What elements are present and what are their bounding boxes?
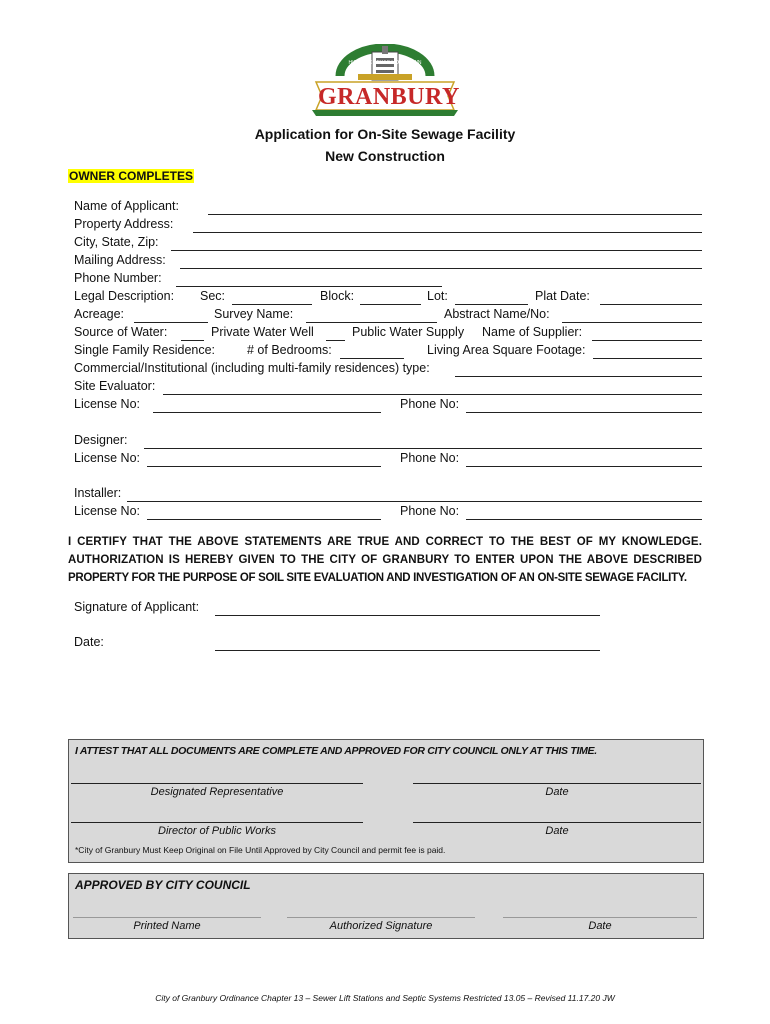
certify-line-2: AUTHORIZATION IS HEREBY GIVEN TO THE CITY OF GRANBURY TO ENTER UPON THE ABOVE DESCRIBED	[68, 554, 702, 566]
installer-phone-field[interactable]	[466, 519, 702, 520]
evaluator-phone-field[interactable]	[466, 412, 702, 413]
council-heading: APPROVED BY CITY COUNCIL	[75, 878, 251, 892]
designer-license-field[interactable]	[147, 466, 381, 467]
council-box	[68, 873, 704, 939]
public-supply-label: Public Water Supply	[352, 325, 465, 339]
living-area-label: Living Area Square Footage:	[427, 343, 586, 357]
director-line[interactable]	[71, 822, 363, 823]
installer-label: Installer:	[74, 486, 122, 500]
authorized-sig-label: Authorized Signature	[329, 920, 433, 932]
block-label: Block:	[320, 289, 355, 303]
property-label: Property Address:	[74, 217, 174, 231]
evaluator-license-field[interactable]	[153, 412, 381, 413]
commercial-field[interactable]	[455, 376, 702, 377]
supplier-label: Name of Supplier:	[482, 325, 583, 339]
certify-line-3: PROPERTY FOR THE PURPOSE OF SOIL SITE EVALUATION AND INVESTIGATION OF AN ON-SITE SEWAGE FACILITY.	[68, 572, 687, 584]
name-field[interactable]	[208, 214, 702, 215]
lot-field[interactable]	[455, 304, 528, 305]
date-1-line[interactable]	[413, 783, 701, 784]
form-subtitle: New Construction	[325, 148, 445, 164]
lot-label: Lot:	[427, 289, 448, 303]
name-label: Name of Applicant:	[74, 199, 179, 213]
plat-label: Plat Date:	[535, 289, 590, 303]
acreage-field[interactable]	[134, 322, 208, 323]
designated-rep-line[interactable]	[71, 783, 363, 784]
printed-name-line[interactable]	[73, 917, 261, 918]
director-label: Director of Public Works	[158, 825, 276, 837]
logo-arch-text: HISTORIC TEXAS HOMETOWN	[348, 60, 422, 66]
installer-license-field[interactable]	[147, 519, 381, 520]
signature-field[interactable]	[215, 615, 600, 616]
certify-line-1: I CERTIFY THAT THE ABOVE STATEMENTS ARE TRUE AND CORRECT TO THE BEST OF MY KNOWLEDGE.	[68, 536, 702, 548]
commercial-label: Commercial/Institutional (including multi-family residences) type:	[74, 361, 430, 375]
acreage-label: Acreage:	[74, 307, 125, 321]
plat-field[interactable]	[600, 304, 702, 305]
block-field[interactable]	[360, 304, 421, 305]
page-footer: City of Granbury Ordinance Chapter 13 – Sewer Lift Stations and Septic Systems Restricted 13.05 – Revised 11.17.20 JW	[155, 993, 615, 1003]
installer-license-label: License No:	[74, 504, 141, 518]
property-field[interactable]	[193, 232, 702, 233]
mailing-field[interactable]	[180, 268, 702, 269]
attest-note: *City of Granbury Must Keep Original on File Until Approved by City Council and permit fee is paid.	[75, 845, 446, 855]
designer-field[interactable]	[144, 448, 702, 449]
designer-phone-field[interactable]	[466, 466, 702, 467]
installer-field[interactable]	[127, 501, 702, 502]
public-supply-checkbox[interactable]	[326, 340, 345, 341]
date-1-label: Date	[545, 786, 569, 798]
date-2-label: Date	[545, 825, 569, 837]
abstract-label: Abstract Name/No:	[444, 307, 550, 321]
evaluator-field[interactable]	[163, 394, 702, 395]
city-label: City, State, Zip:	[74, 235, 159, 249]
attest-heading: I ATTEST THAT ALL DOCUMENTS ARE COMPLETE AND APPROVED FOR CITY COUNCIL ONLY AT THIS TIME.	[75, 745, 597, 757]
council-date-label: Date	[588, 920, 612, 932]
single-family-label: Single Family Residence:	[74, 343, 216, 357]
council-date-line[interactable]	[503, 917, 697, 918]
logo-wordmark: GRANBURY	[318, 84, 460, 110]
phone-field[interactable]	[176, 286, 442, 287]
evaluator-label: Site Evaluator:	[74, 379, 156, 393]
source-label: Source of Water:	[74, 325, 168, 339]
bedrooms-field[interactable]	[340, 358, 404, 359]
date-2-line[interactable]	[413, 822, 701, 823]
designer-license-label: License No:	[74, 451, 141, 465]
private-well-label: Private Water Well	[211, 325, 314, 339]
city-field[interactable]	[171, 250, 702, 251]
designated-rep-label: Designated Representative	[150, 786, 284, 798]
designer-phone-label: Phone No:	[400, 451, 460, 465]
living-area-field[interactable]	[593, 358, 702, 359]
evaluator-license-label: License No:	[74, 397, 141, 411]
phone-label: Phone Number:	[74, 271, 162, 285]
form-title: Application for On-Site Sewage Facility	[254, 126, 516, 142]
attest-box	[68, 739, 704, 863]
bedrooms-label: # of Bedrooms:	[247, 343, 332, 357]
sec-label: Sec:	[200, 289, 226, 303]
date-field[interactable]	[215, 650, 600, 651]
evaluator-phone-label: Phone No:	[400, 397, 460, 411]
sec-field[interactable]	[232, 304, 312, 305]
authorized-sig-line[interactable]	[287, 917, 475, 918]
survey-label: Survey Name:	[214, 307, 294, 321]
granbury-logo	[310, 44, 460, 118]
printed-name-label: Printed Name	[133, 920, 201, 932]
date-label: Date:	[74, 635, 104, 649]
signature-label: Signature of Applicant:	[74, 600, 200, 614]
private-well-checkbox[interactable]	[181, 340, 204, 341]
installer-phone-label: Phone No:	[400, 504, 460, 518]
supplier-field[interactable]	[592, 340, 702, 341]
abstract-field[interactable]	[562, 322, 702, 323]
owner-heading: OWNER COMPLETES	[69, 169, 194, 183]
designer-label: Designer:	[74, 433, 128, 447]
mailing-label: Mailing Address:	[74, 253, 166, 267]
survey-field[interactable]	[306, 322, 437, 323]
legal-label: Legal Description:	[74, 289, 175, 303]
